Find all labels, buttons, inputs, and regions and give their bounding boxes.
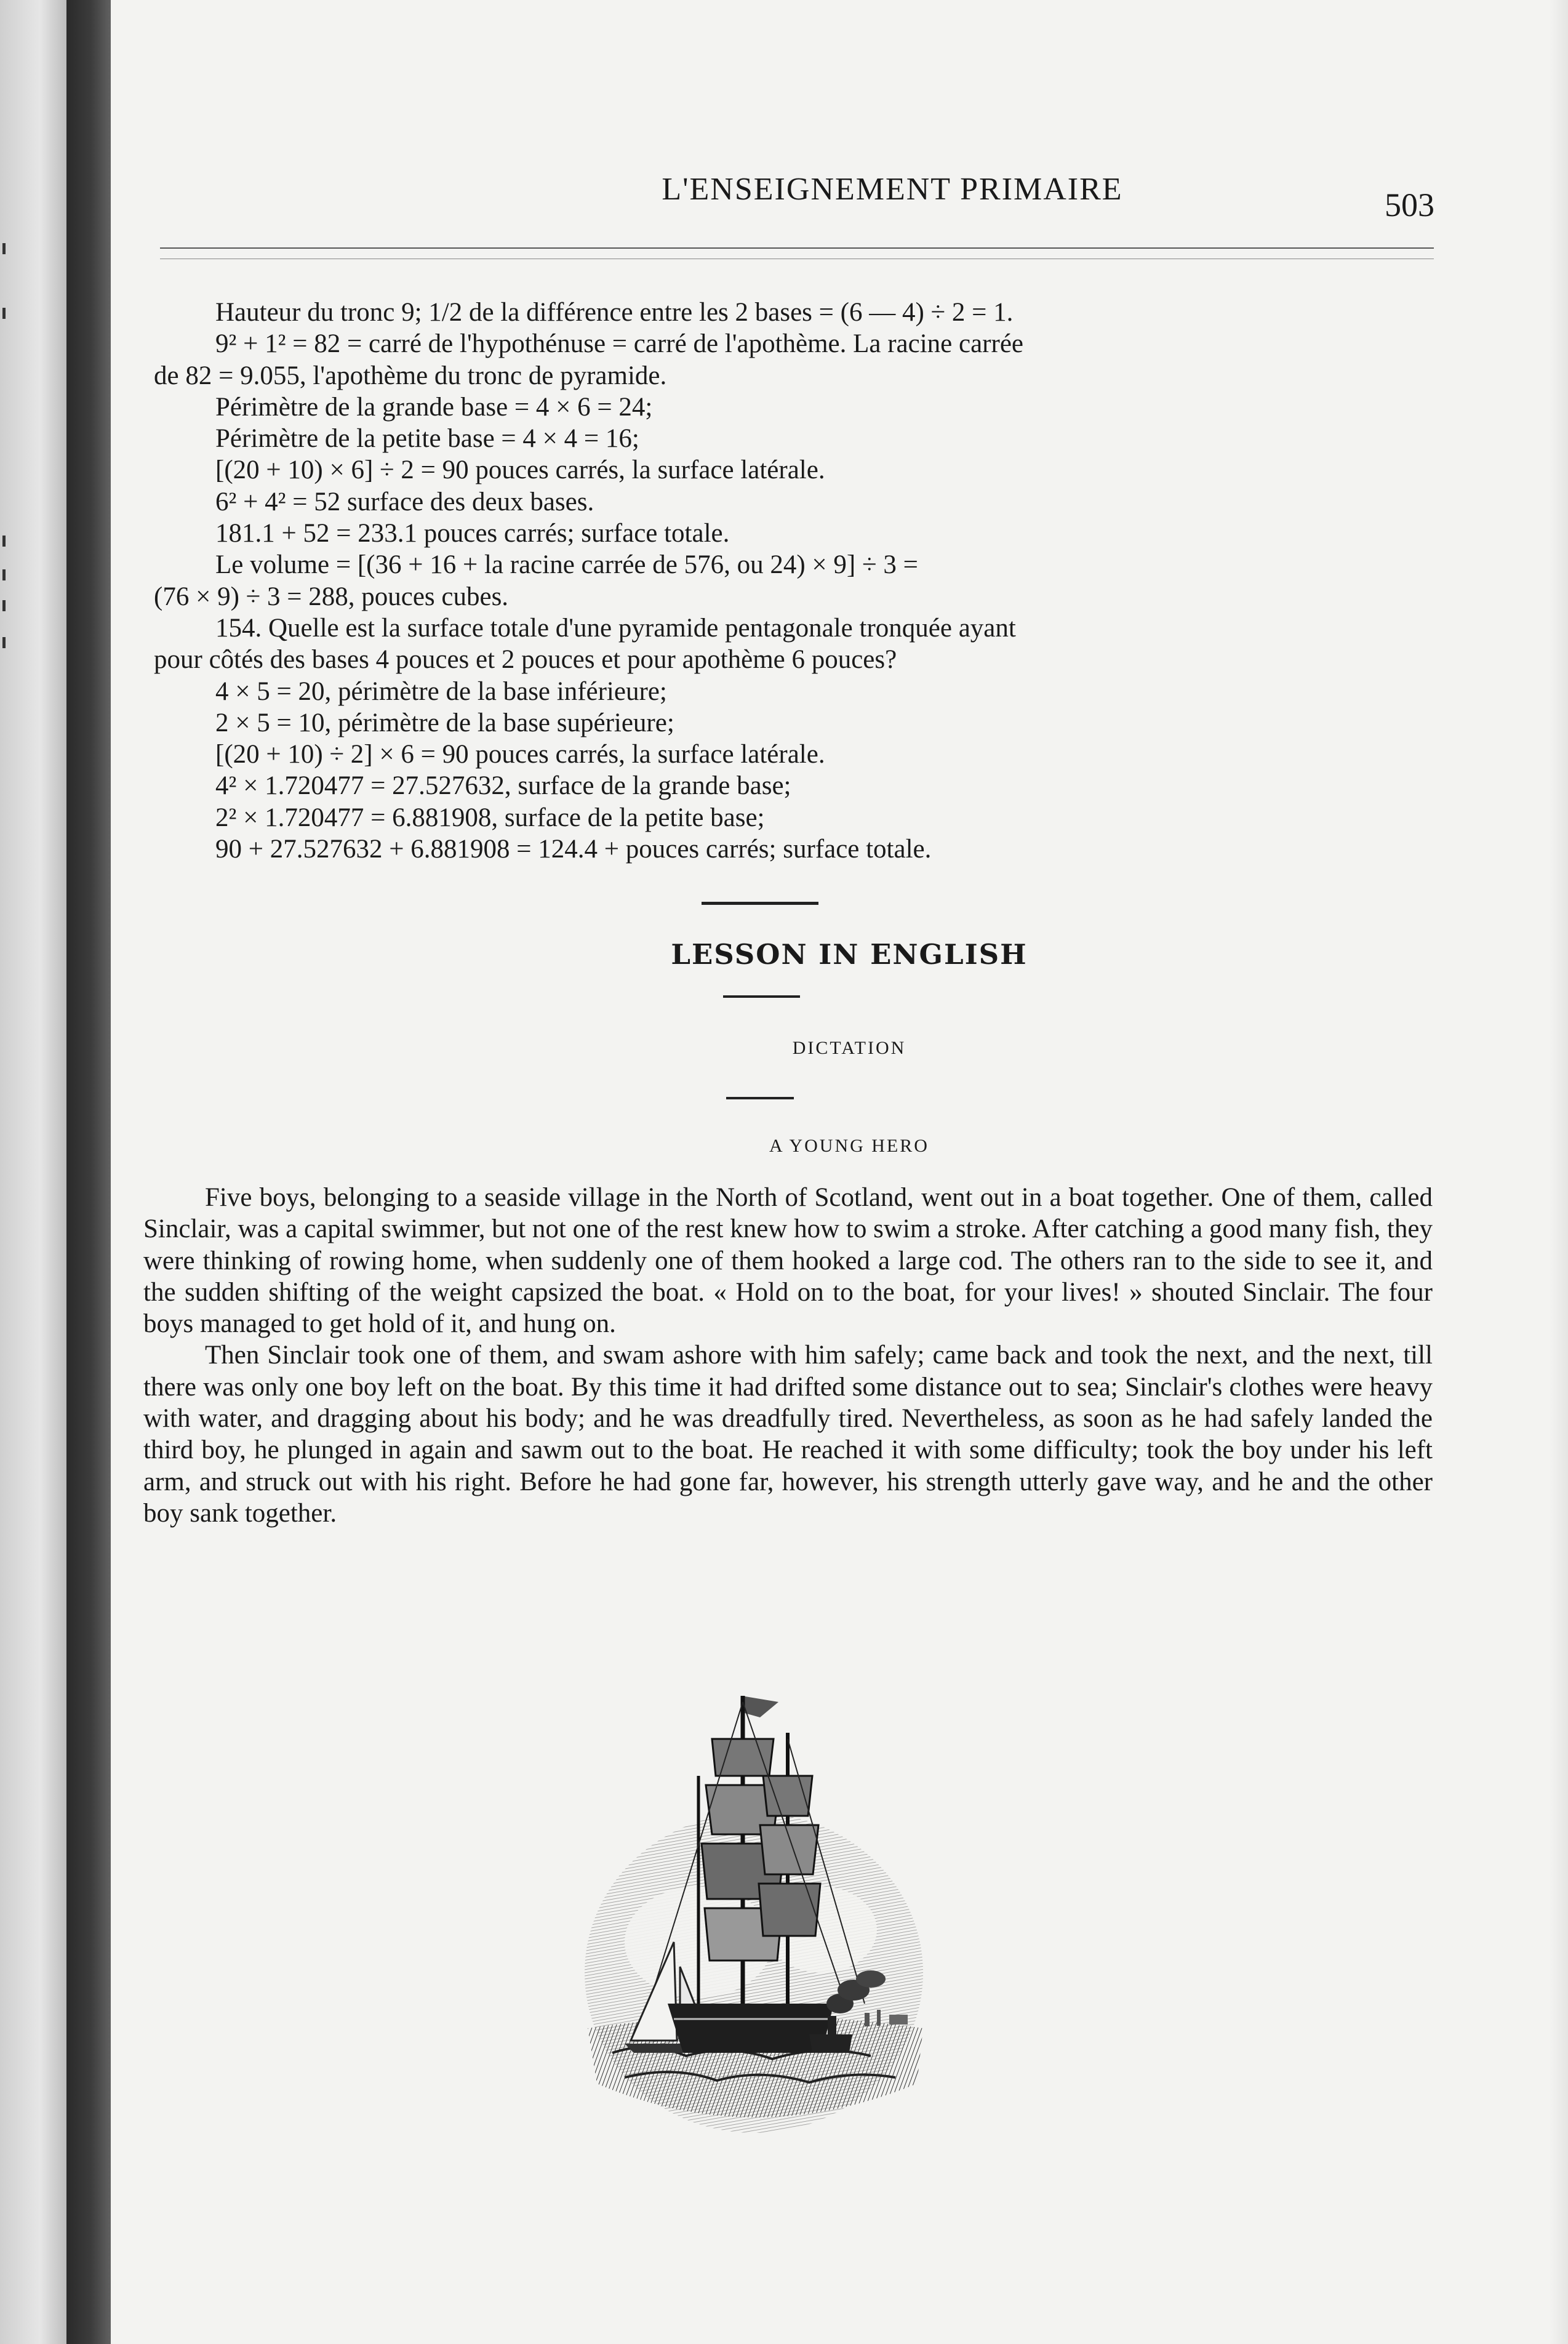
math-line: 181.1 + 52 = 233.1 pouces carrés; surface totale. bbox=[215, 519, 730, 548]
math-line: 2² × 1.720477 = 6.881908, surface de la petite base; bbox=[215, 803, 765, 832]
dictation-label: DICTATION bbox=[792, 1038, 906, 1058]
divider-rule bbox=[723, 995, 800, 998]
sailing-ship-illustration bbox=[575, 1684, 932, 2151]
math-line: 4 × 5 = 20, périmètre de la base inférieure; bbox=[215, 676, 667, 706]
math-line: 4² × 1.720477 = 27.527632, surface de la grande base; bbox=[215, 771, 791, 801]
math-line: 90 + 27.527632 + 6.881908 = 124.4 + pouces carrés; surface totale. bbox=[215, 835, 932, 864]
section-title: LESSON IN ENGLISH bbox=[671, 938, 1028, 971]
math-line: 9² + 1² = 82 = carré de l'hypothénuse = carré de l'apothème. La racine carrée bbox=[215, 329, 1023, 359]
facing-page-edge bbox=[0, 0, 66, 2344]
story-paragraph: Five boys, belonging to a seaside village in the North of Scotland, went out in a boat together. One of them, called Sinclair, was a capital swimmer, but not one of the rest knew how to swim a stroke. After catching a good many fish, they were thinking of rowing home, when suddenly one of them hooked a large cod. The others ran to the side to see it, and the sudden shifting of the weight capsized the boat. « Hold on to the boat, for your lives! » shouted Sinclair. The four boys managed to get hold of it, and hung on. bbox=[143, 1183, 1433, 1339]
story-title: A YOUNG HERO bbox=[769, 1136, 929, 1156]
story-text bbox=[143, 1182, 1433, 1529]
problem-154: 154. Quelle est la surface totale d'une pyramide pentagonale tronquée ayant bbox=[215, 613, 1016, 643]
math-line: [(20 + 10) ÷ 2] × 6 = 90 pouces carrés, la surface latérale. bbox=[215, 740, 825, 769]
book-gutter bbox=[66, 0, 116, 2344]
math-line: 6² + 4² = 52 surface des deux bases. bbox=[215, 487, 594, 516]
math-line: de 82 = 9.055, l'apothème du tronc de pyramide. bbox=[154, 361, 667, 390]
math-line: Hauteur du tronc 9; 1/2 de la différence entre les 2 bases = (6 — 4) ÷ 2 = 1. bbox=[215, 298, 1014, 327]
story-paragraph: Then Sinclair took one of them, and swam ashore with him safely; came back and took the next, and the next, till there was only one boy left on the boat. By this time it had drifted some distance out to sea; Sinclair's clothes were heavy with water, and dragging about his body; and he was dreadfully tired. Nevertheless, as soon as he had safely landed the third boy, he plunged in again and sawm out to the boat. He reached it with some difficulty; took the boy under his left arm, and struck out with his right. Before he had gone far, however, his strength utterly gave way, and he and the other boy sank together. bbox=[143, 1341, 1433, 1528]
math-line: 2 × 5 = 10, périmètre de la base supérieure; bbox=[215, 708, 674, 737]
math-line: Le volume = [(36 + 16 + la racine carrée de 576, ou 24) × 9] ÷ 3 = bbox=[215, 550, 918, 580]
math-line: [(20 + 10) × 6] ÷ 2 = 90 pouces carrés, la surface latérale. bbox=[215, 456, 825, 485]
math-line: Périmètre de la grande base = 4 × 6 = 24; bbox=[215, 392, 653, 422]
header-rule-top bbox=[160, 247, 1434, 249]
math-solutions bbox=[154, 297, 1434, 865]
divider-rule bbox=[726, 1097, 794, 1099]
math-line: Périmètre de la petite base = 4 × 4 = 16; bbox=[215, 424, 639, 454]
math-line: pour côtés des bases 4 pouces et 2 pouces et pour apothème 6 pouces? bbox=[154, 645, 897, 675]
running-head: L'ENSEIGNEMENT PRIMAIRE bbox=[662, 172, 1123, 207]
book-page bbox=[111, 0, 1568, 2344]
page-number: 503 bbox=[1385, 187, 1434, 223]
section-divider-rule bbox=[702, 902, 818, 905]
math-line: (76 × 9) ÷ 3 = 288, pouces cubes. bbox=[154, 582, 509, 611]
